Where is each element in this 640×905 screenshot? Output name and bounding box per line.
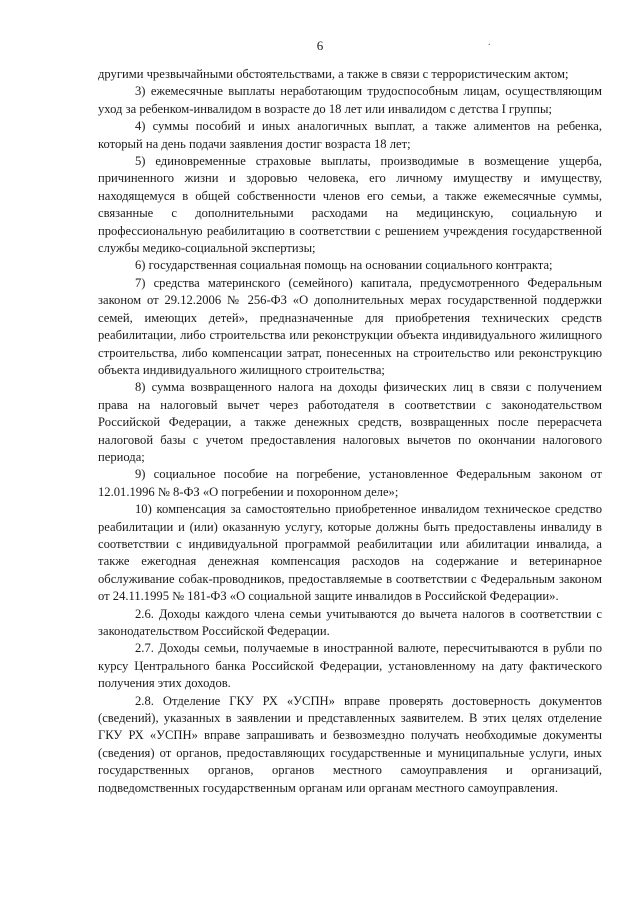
paragraph-item-9: 9) социальное пособие на погребение, установленное Федеральным законом от 12.01.1996 № 8-ФЗ «О погребении и похоронном деле»; [98, 467, 602, 499]
paragraph-item-5: 5) единовременные страховые выплаты, производимые в возмещение ущерба, причиненного жизни и здоровью человека, его личному имуществу и имуществу, находящемуся в общей собственности членов его семьи, а также ежемесячные суммы, связанные с дополнительными расходами на медицинскую, социальную и профессиональную реабилитацию в соответствии с решением учреждения государственной службы медико-социальной экспертизы; [98, 154, 602, 256]
paragraph-item-8: 8) сумма возвращенного налога на доходы физических лиц в связи с получением права на налоговый вычет через работодателя в соответствии с законодательством Российской Федерации, а также денежных средств, возвращенных после перерасчета налоговой базы с учетом предоставления налоговых вычетов по окончании налогового периода; [98, 380, 602, 464]
page-number: 6 [316, 38, 324, 53]
paragraph-continuation: другими чрезвычайными обстоятельствами, а также в связи с террористическим актом; [98, 67, 569, 81]
paragraph-2-6: 2.6. Доходы каждого члена семьи учитываются до вычета налогов в соответствии с законодательством Российской Федерации. [98, 606, 602, 638]
paragraph-item-4: 4) суммы пособий и иных аналогичных выплат, а также алиментов на ребенка, который на день подачи заявления достиг возраста 18 лет; [98, 119, 602, 151]
scan-speck: . [488, 37, 491, 48]
paragraph-2-7: 2.7. Доходы семьи, получаемые в иностранной валюте, пересчитываются в рубли по курсу Центрального банка Российской Федерации, установленному на дату фактического получения этих доходов. [98, 641, 602, 691]
paragraph-item-3: 3) ежемесячные выплаты неработающим трудоспособным лицам, осуществляющим уход за ребенком-инвалидом в возрасте до 18 лет или инвалидом с детства I группы; [98, 84, 602, 116]
paragraph-item-6: 6) государственная социальная помощь на основании социального контракта; [135, 258, 553, 273]
paragraph-item-7: 7) средства материнского (семейного) капитала, предусмотренного Федеральным законом от 29.12.2006 № 256-ФЗ «О дополнительных мерах государственной поддержки семей, имеющих детей», предназначенные для приобретения технических средств реабилитации, либо строительства или реконструкции объекта индивидуального жилищного строительства, либо компенсации затрат, понесенных на строительство или реконструкцию объекта индивидуального жилищного строительства; [98, 275, 602, 377]
document-body [98, 66, 602, 797]
paragraph-item-10: 10) компенсация за самостоятельно приобретенное инвалидом техническое средство реабилитации и (или) оказанную услугу, которые должны быть предоставлены инвалиду в соответствии с индивидуальной программой реабилитации или абилитации инвалида, а также ежегодная денежная компенсация расходов на содержание и ветеринарное обслуживание собак-проводников, предоставляемые в соответствии с Федеральным законом от 24.11.1995 № 181-ФЗ «О социальной защите инвалидов в Российской Федерации». [98, 502, 602, 604]
paragraph-2-8: 2.8. Отделение ГКУ РХ «УСПН» вправе проверять достоверность документов (сведений), указанных в заявлении и представленных заявителем. В этих целях отделение ГКУ РХ «УСПН» вправе запрашивать и безвозмездно получать необходимые документы (сведения) от органов, предоставляющих государственные и муниципальные услуги, иных государственных органов, органов местного самоуправления и организаций, подведомственных государственным органам или органам местного самоуправления. [98, 693, 602, 795]
